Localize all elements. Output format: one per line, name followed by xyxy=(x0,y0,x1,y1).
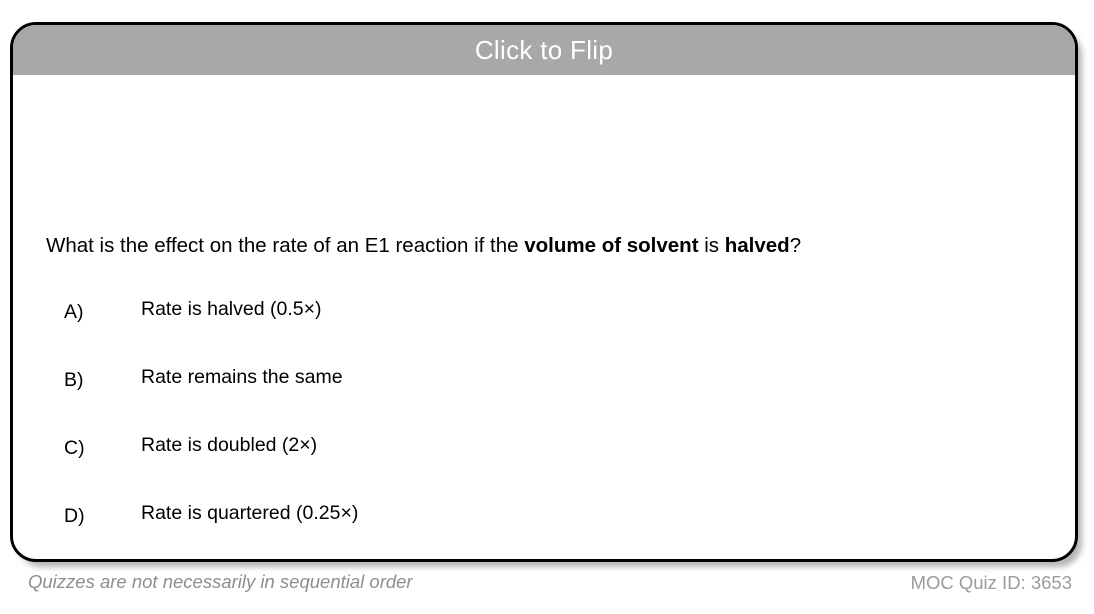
answer-choices xyxy=(46,298,1036,562)
question-prefix: What is the effect on the rate of an E1 reaction if the xyxy=(46,234,525,257)
choice-text: Rate is doubled (2×) xyxy=(141,434,318,456)
choice-letter: B) xyxy=(64,369,84,391)
click-to-flip-label: Click to Flip xyxy=(474,34,614,65)
question-suffix: ? xyxy=(789,234,802,257)
choice-letter: D) xyxy=(64,505,85,527)
answer-choice-b[interactable] xyxy=(46,366,1036,434)
answer-choice-a[interactable] xyxy=(46,298,1036,366)
question-emphasis-1: volume of solvent xyxy=(524,234,699,257)
question-text xyxy=(46,233,1046,260)
choice-text: Rate is halved (0.5×) xyxy=(141,298,322,320)
answer-choice-d[interactable] xyxy=(46,502,1036,562)
flashcard[interactable] xyxy=(10,22,1078,562)
page-footer xyxy=(0,566,1094,612)
answer-choice-c[interactable] xyxy=(46,434,1036,502)
choice-letter: C) xyxy=(64,437,85,459)
choice-text: Rate remains the same xyxy=(141,366,343,388)
card-body xyxy=(13,75,1075,562)
choice-text: Rate is quartered (0.25×) xyxy=(141,502,359,524)
card-header[interactable] xyxy=(13,25,1075,75)
question-middle: is xyxy=(698,234,725,257)
quiz-id-label: MOC Quiz ID: 3653 xyxy=(910,572,1072,593)
question-emphasis-2: halved xyxy=(724,234,790,257)
sequence-disclaimer: Quizzes are not necessarily in sequential order xyxy=(28,571,413,592)
choice-letter: A) xyxy=(64,301,84,323)
